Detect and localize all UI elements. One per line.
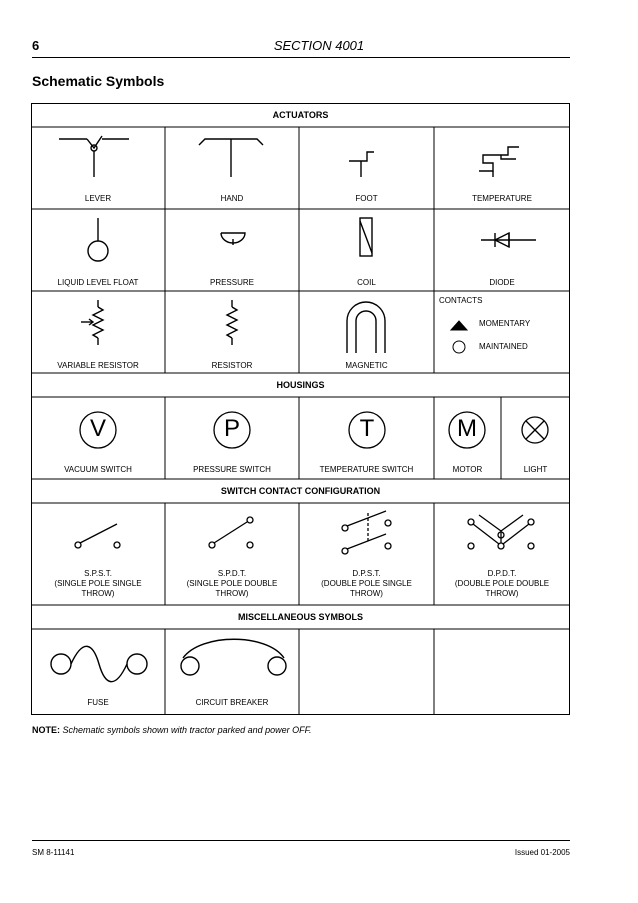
pressure-letter: P (223, 415, 240, 442)
label-circuit-breaker: CIRCUIT BREAKER (195, 698, 269, 707)
resistor-symbol (227, 300, 237, 345)
fuse-symbol (51, 646, 147, 681)
temperature-symbol (479, 147, 519, 177)
header-rule (32, 57, 570, 58)
label-fuse: FUSE (87, 698, 109, 707)
diode-symbol (481, 233, 536, 247)
spdt-symbol (209, 517, 253, 548)
label-maintained: MAINTAINED (479, 342, 528, 351)
section-housings: HOUSINGS (276, 380, 325, 390)
section-misc: MISCELLANEOUS SYMBOLS (237, 612, 363, 622)
symbols-table (31, 103, 570, 715)
section-switch-contacts: SWITCH CONTACT CONFIGURATION (220, 486, 381, 496)
contacts-legend (451, 321, 467, 353)
section-actuators: ACTUATORS (272, 110, 329, 120)
label-variable-resistor: VARIABLE RESISTOR (57, 361, 139, 370)
foot-symbol (349, 152, 374, 177)
label-vacuum-switch: VACUUM SWITCH (64, 465, 132, 474)
label-foot: FOOT (355, 194, 378, 203)
note (32, 725, 311, 735)
label-dpdt: D.P.D.T. (DOUBLE POLE DOUBLE THROW) (454, 569, 550, 598)
label-temperature: TEMPERATURE (472, 194, 532, 203)
dpst-symbol (342, 511, 391, 554)
note-label: NOTE: (32, 725, 60, 735)
magnetic-symbol (347, 302, 385, 353)
spst-symbol (75, 524, 120, 548)
document-number: SM 8-11141 (32, 848, 75, 857)
page-number: 6 (32, 38, 40, 53)
float-symbol (88, 218, 108, 261)
label-motor: MOTOR (452, 465, 483, 474)
lever-symbol (59, 136, 129, 177)
label-hand: HAND (220, 194, 244, 203)
label-diode: DIODE (489, 278, 515, 287)
label-coil: COIL (357, 278, 376, 287)
vacuum-letter: V (89, 415, 106, 442)
contacts-heading: CONTACTS (439, 296, 483, 305)
label-spst: S.P.S.T. (SINGLE POLE SINGLE THROW) (54, 569, 142, 598)
label-pressure: PRESSURE (209, 278, 254, 287)
issue-date: Issued 01-2005 (514, 848, 570, 857)
temperature-letter: T (359, 415, 375, 442)
motor-letter: M (457, 415, 477, 442)
label-light: LIGHT (523, 465, 548, 474)
label-dpst: D.P.S.T. (DOUBLE POLE SINGLE THROW) (321, 569, 412, 598)
variable-resistor-symbol (81, 300, 103, 345)
dpdt-symbol (468, 515, 534, 549)
pressure-symbol (221, 233, 245, 245)
label-spdt: S.P.D.T. (SINGLE POLE DOUBLE THROW) (186, 569, 278, 598)
coil-symbol (360, 218, 372, 256)
label-resistor: RESISTOR (211, 361, 253, 370)
footer-rule (32, 840, 570, 841)
hand-symbol (199, 139, 263, 177)
page-title: Schematic Symbols (32, 73, 165, 89)
note-text: Schematic symbols shown with tractor parked and power OFF. (62, 725, 312, 735)
circuit-breaker-symbol (181, 639, 286, 675)
label-lever: LEVER (84, 194, 112, 203)
section-title: SECTION 4001 (273, 38, 365, 53)
label-pressure-switch: PRESSURE SWITCH (193, 465, 271, 474)
label-momentary: MOMENTARY (479, 319, 531, 328)
label-temperature-switch: TEMPERATURE SWITCH (319, 465, 414, 474)
label-magnetic: MAGNETIC (345, 361, 388, 370)
label-liquid-level-float: LIQUID LEVEL FLOAT (57, 278, 139, 287)
